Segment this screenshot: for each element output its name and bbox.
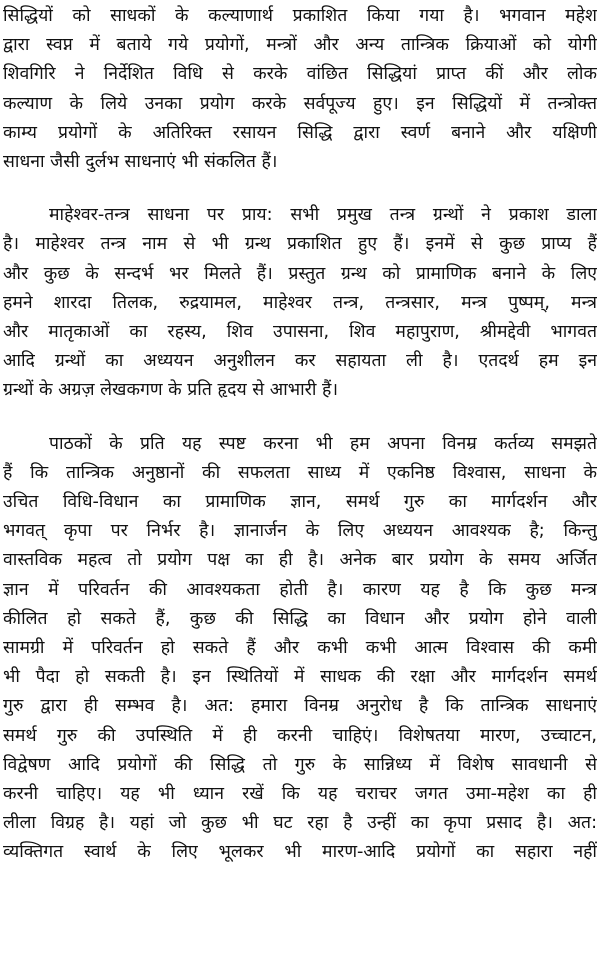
text-line: हमने शारदा तिलक, रुद्रयामल, माहेश्वर तन्त्र, तन्त्रसार, मन्त्र पुष्पम्, मन्त्र (3, 292, 597, 313)
document-page (3, 0, 597, 959)
text-line: साधना जैसी दुर्लभ साधनाएं भी संकलित हैं। (3, 152, 278, 173)
text-line: करनी चाहिए। यह भी ध्यान रखें कि यह चराचर जगत उमा-महेश का ही (3, 784, 597, 805)
text-line: कल्याण के लिये उनका प्रयोग करके सर्वपूज्य हुए। इन सिद्धियों में तन्त्रोक्त (3, 93, 597, 114)
text-line: भगवत् कृपा पर निर्भर है। ज्ञानार्जन के लिए अध्ययन आवश्यक है; किन्तु (3, 521, 597, 542)
text-line: है। माहेश्वर तन्त्र नाम से भी ग्रन्थ प्रकाशित हुए हैं। इनमें से कुछ प्राप्य हैं (3, 234, 597, 255)
paragraph-2 (3, 201, 597, 405)
text-line: लीला विग्रह है। यहां जो कुछ भी घट रहा है उन्हीं का कृपा प्रसाद है। अत: (3, 813, 597, 834)
text-line: ज्ञान में परिवर्तन की आवश्यकता होती है। कारण यह है कि कुछ मन्त्र (3, 579, 597, 600)
text-line: वास्तविक महत्व तो प्रयोग पक्ष का ही है। अनेक बार प्रयोग के समय अर्जित (3, 550, 597, 571)
paragraph-gap (3, 406, 597, 430)
text-line: भी पैदा हो सकती है। इन स्थितियों में साधक की रक्षा और मार्गदर्शन समर्थ (3, 667, 597, 688)
text-line: सामग्री में परिवर्तन हो सकते हैं और कभी कभी आत्म विश्वास की कमी (3, 638, 597, 659)
text-line: और मातृकाओं का रहस्य, शिव उपासना, शिव महापुराण, श्रीमद्देवी भागवत (3, 322, 597, 343)
text-line: सिद्धियों को साधकों के कल्याणार्थ प्रकाशित किया गया है। भगवान महेश (3, 6, 597, 26)
text-line: उचित विधि-विधान का प्रामाणिक ज्ञान, समर्थ गुरु का मार्गदर्शन और (3, 492, 597, 513)
text-line: समर्थ गुरु की उपस्थिति में ही करनी चाहिएं। विशेषतया मारण, उच्चाटन, (3, 725, 597, 746)
text-line: कीलित हो सकते हैं, कुछ की सिद्धि का विधान और प्रयोग होने वाली (3, 608, 597, 629)
text-line: विद्वेषण आदि प्रयोगों की सिद्धि तो गुरु के सान्निध्य में विशेष सावधानी से (3, 754, 597, 775)
text-line: ग्रन्थों के अग्रज़ लेखकगण के प्रति हृदय से आभारी हैं। (3, 380, 339, 401)
paragraph-1 (3, 2, 597, 177)
text-line: शिवगिरि ने निर्देशित विधि से करके वांछित सिद्धियां प्राप्त कीं और लोक (3, 64, 597, 85)
text-line: काम्य प्रयोगों के अतिरिक्त रसायन सिद्धि द्वारा स्वर्ण बनाने और यक्षिणी (3, 122, 597, 143)
text-line: व्यक्तिगत स्वार्थ के लिए भूलकर भी मारण-आदि प्रयोगों का सहारा नहीं (3, 842, 597, 863)
text-line: गुरु द्वारा ही सम्भव है। अत: हमारा विनम्र अनुरोध है कि तान्त्रिक साधनाएं (3, 696, 597, 717)
paragraph-gap (3, 177, 597, 201)
text-line: आदि ग्रन्थों का अध्ययन अनुशीलन कर सहायता ली है। एतदर्थ हम इन (3, 351, 597, 372)
text-line: और कुछ के सन्दर्भ भर मिलते हैं। प्रस्तुत ग्रन्थ को प्रामाणिक बनाने के लिए (3, 263, 597, 284)
text-line: हैं कि तान्त्रिक अनुष्ठानों की सफलता साध्य में एकनिष्ठ विश्वास, साधना के (3, 462, 597, 483)
text-line: माहेश्वर-तन्त्र साधना पर प्राय: सभी प्रमुख तन्त्र ग्रन्थों ने प्रकाश डाला (49, 205, 597, 226)
text-line: द्वारा स्वप्न में बताये गये प्रयोगों, मन्त्रों और अन्य तान्त्रिक क्रियाओं को योगी (3, 35, 597, 56)
paragraph-3 (3, 430, 597, 868)
text-line: पाठकों के प्रति यह स्पष्ट करना भी हम अपना विनम्र कर्तव्य समझते (49, 433, 597, 454)
